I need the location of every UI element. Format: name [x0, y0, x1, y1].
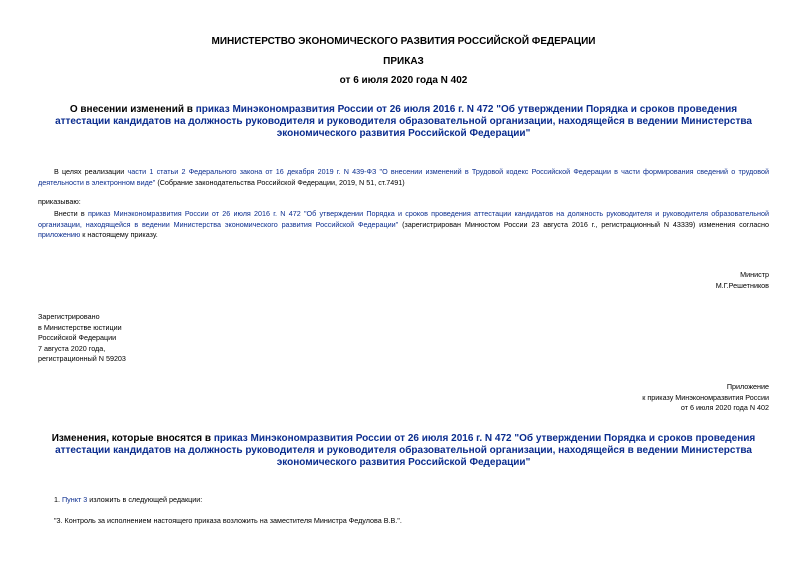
order-472-link[interactable]: приказ Минэкономразвития России от 26 июля 2016 г. N 472 "Об утверждении Порядка и сроков проведения аттестации кандидатов на должность руководителя и руководителя образовательной организации, находящейся в ведении Министерства экономического развития Российской Федерации" [38, 209, 769, 229]
item-1-suffix: изложить в следующей редакции: [87, 495, 203, 504]
order-title-prefix: О внесении изменений в [69, 104, 196, 115]
preamble-suffix: (Собрание законодательства Российской Федерации, 2019, N 51, ст.7491) [155, 177, 405, 187]
order-word: приказываю: [38, 197, 81, 206]
registration-line: Российской Федерации [38, 333, 117, 342]
signature-name: М.Г.Решетников [715, 281, 769, 290]
registration-line: 7 августа 2020 года, [38, 343, 106, 353]
preamble-paragraph [38, 167, 769, 188]
registration-line: регистрационный N 59203 [38, 354, 126, 363]
clause-3-link[interactable]: Пункт 3 [62, 495, 88, 504]
appendix-line: от 6 июля 2020 года N 402 [680, 403, 769, 412]
ministry-title: МИНИСТЕРСТВО ЭКОНОМИЧЕСКОГО РАЗВИТИЯ РОССИЙСКОЙ ФЕДЕРАЦИИ [211, 36, 596, 47]
registration-line: Зарегистрировано [38, 312, 100, 321]
appendix-line: Приложение [726, 382, 769, 391]
signature-position: Министр [740, 270, 769, 279]
federal-law-link[interactable]: части 1 статьи 2 Федерального закона от 16 декабря 2019 г. N 439-ФЗ "О внесении изменений в Трудовой кодекс Российской Федерации в части формирования сведений о трудовой деятельности в электронном виде" [38, 167, 769, 187]
item-1-text: "3. Контроль за исполнением настоящего приказа возложить на заместителя Министра Федулова В.В.". [54, 516, 402, 525]
order-title-link[interactable]: приказ Минэкономразвития России от 26 июля 2016 г. N 472 "Об утверждении Порядка и сроков проведения аттестации кандидатов на должность руководителя и руководителя образовательной организации, находящейся в ведении Министерства экономического развития Российской Федерации" [55, 104, 752, 139]
changes-title-link[interactable]: приказ Минэкономразвития России от 26 июля 2016 г. N 472 "Об утверждении Порядка и сроков проведения аттестации кандидатов на должность руководителя и руководителя образовательной организации, находящейся в ведении Министерства экономического развития Российской Федерации" [55, 433, 756, 468]
main-suffix: к настоящему приказу. [80, 230, 158, 239]
main-middle: (зарегистрирован Минюстом России 23 августа 2016 г., регистрационный N 43339) изменения согласно [398, 219, 769, 229]
main-paragraph [38, 209, 769, 241]
registration-line: в Министерстве юстиции [38, 322, 122, 332]
registration-block [38, 312, 238, 365]
item-1 [54, 495, 202, 506]
order-title [45, 104, 762, 140]
changes-title-prefix: Изменения, которые вносятся в [51, 433, 214, 444]
item-1-prefix: 1. [54, 495, 62, 504]
preamble-prefix: В целях реализации [54, 167, 128, 176]
document-type: ПРИКАЗ [383, 56, 424, 67]
appendix-link[interactable]: приложению [38, 230, 81, 239]
main-prefix: Внести в [54, 209, 88, 218]
appendix-line: к приказу Минэкономразвития России [642, 392, 769, 402]
document-date: от 6 июля 2020 года N 402 [339, 75, 468, 86]
appendix-header [519, 382, 769, 414]
changes-title [45, 433, 762, 469]
